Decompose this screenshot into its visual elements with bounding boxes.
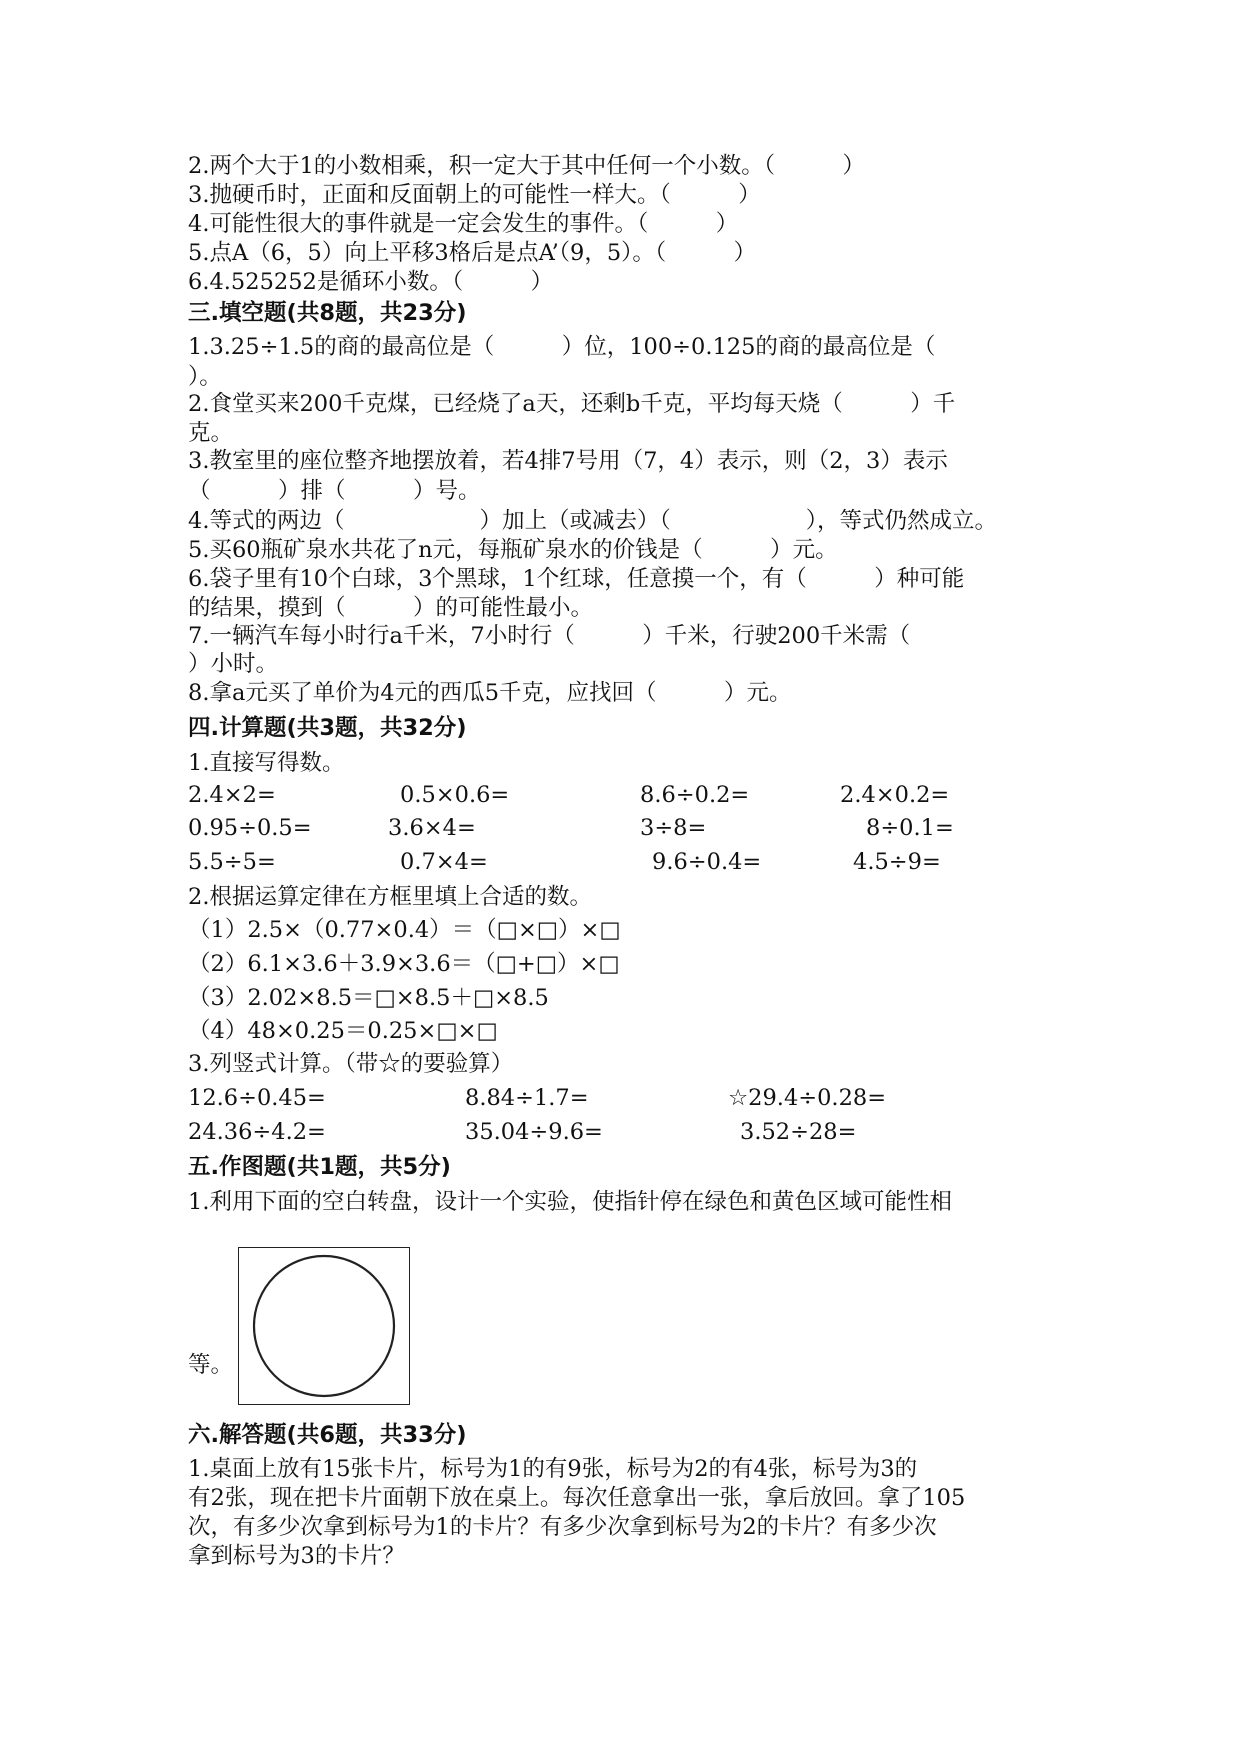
judge-item: 5.点A（6，5）向上平移3格后是点A’（9，5）。（ ）	[188, 240, 757, 266]
spinner-circle	[239, 1248, 409, 1403]
calc-cell: 8.84÷1.7=	[465, 1085, 589, 1111]
answer-q1-line: 次，有多少次拿到标号为1的卡片？有多少次拿到标号为2的卡片？有多少次	[188, 1514, 937, 1540]
calc-q2-item: （3）2.02×8.5＝□×8.5＋□×8.5	[188, 985, 549, 1011]
section-heading-drawing: 五.作图题(共1题，共5分)	[188, 1154, 451, 1180]
calc-cell: 4.5÷9=	[853, 849, 941, 875]
calc-cell: 0.5×0.6=	[400, 782, 510, 808]
fill-blank-line: 7.一辆汽车每小时行a千米，7小时行（ ）千米，行驶200千米需（	[188, 623, 911, 649]
answer-q1-line: 有2张，现在把卡片面朝下放在桌上。每次任意拿出一张，拿后放回。拿了105	[188, 1485, 966, 1511]
calc-cell: 3.6×4=	[388, 815, 476, 841]
section-heading-fill-blank: 三.填空题(共8题，共23分)	[188, 300, 467, 326]
calc-q3-title: 3.列竖式计算。（带☆的要验算）	[188, 1051, 514, 1077]
judge-item: 4.可能性很大的事件就是一定会发生的事件。（ ）	[188, 211, 739, 237]
fill-blank-line: 5.买60瓶矿泉水共花了n元，每瓶矿泉水的价钱是（ ）元。	[188, 537, 838, 563]
drawing-q1-text: 1.利用下面的空白转盘，设计一个实验，使指针停在绿色和黄色区域可能性相	[188, 1189, 952, 1215]
calc-cell: 2.4×2=	[188, 782, 276, 808]
calc-cell: 8÷0.1=	[866, 815, 954, 841]
fill-blank-line: ）小时。	[188, 651, 279, 677]
section-heading-answer: 六.解答题(共6题，共33分)	[188, 1422, 467, 1448]
judge-item: 6.4.525252是循环小数。（ ）	[188, 269, 554, 295]
calc-q2-item: （1）2.5×（0.77×0.4）＝（□×□）×□	[188, 917, 621, 943]
fill-blank-line: （ ）排（ ）号。	[188, 478, 481, 504]
calc-cell: 12.6÷0.45=	[188, 1085, 326, 1111]
calc-cell: 0.7×4=	[400, 849, 488, 875]
fill-blank-line: 1.3.25÷1.5的商的最高位是（ ）位，100÷0.125的商的最高位是（	[188, 334, 936, 360]
drawing-q1-tail: 等。	[188, 1352, 234, 1378]
fill-blank-line: 4.等式的两边（ ）加上（或减去）（ ），等式仍然成立。	[188, 508, 997, 534]
calc-cell: 5.5÷5=	[188, 849, 276, 875]
section-heading-calculation: 四.计算题(共3题，共32分)	[188, 715, 467, 741]
fill-blank-line: 6.袋子里有10个白球，3个黑球，1个红球，任意摸一个，有（ ）种可能	[188, 566, 965, 592]
calc-cell: 3÷8=	[640, 815, 707, 841]
fill-blank-line: 8.拿a元买了单价为4元的西瓜5千克，应找回（ ）元。	[188, 680, 792, 706]
fill-blank-line: 克。	[188, 420, 234, 446]
calc-cell: 8.6÷0.2=	[640, 782, 750, 808]
calc-cell: 24.36÷4.2=	[188, 1119, 326, 1145]
fill-blank-line: 3.教室里的座位整齐地摆放着，若4排7号用（7，4）表示，则（2，3）表示	[188, 448, 948, 474]
calc-cell: 0.95÷0.5=	[188, 815, 312, 841]
calc-cell: 9.6÷0.4=	[652, 849, 762, 875]
fill-blank-line: 2.食堂买来200千克煤，已经烧了a天，还剩b千克，平均每天烧（ ）千	[188, 391, 956, 417]
judge-item: 3.抛硬币时，正面和反面朝上的可能性一样大。（ ）	[188, 182, 761, 208]
fill-blank-line: ）。	[188, 364, 222, 390]
calc-q1-title: 1.直接写得数。	[188, 750, 345, 776]
calc-q2-item: （2）6.1×3.6＋3.9×3.6＝（□+□）×□	[188, 951, 620, 977]
calc-cell: 35.04÷9.6=	[465, 1119, 603, 1145]
calc-q2-item: （4）48×0.25＝0.25×□×□	[188, 1018, 498, 1044]
answer-q1-line: 1.桌面上放有15张卡片，标号为1的有9张，标号为2的有4张，标号为3的	[188, 1456, 918, 1482]
blank-spinner-figure	[238, 1247, 410, 1405]
calc-q2-title: 2.根据运算定律在方框里填上合适的数。	[188, 884, 592, 910]
calc-cell: 2.4×0.2=	[840, 782, 950, 808]
calc-cell: 3.52÷28=	[740, 1119, 857, 1145]
answer-q1-line: 拿到标号为3的卡片？	[188, 1543, 405, 1569]
fill-blank-line: 的结果，摸到（ ）的可能性最小。	[188, 595, 594, 621]
judge-item: 2.两个大于1的小数相乘，积一定大于其中任何一个小数。（ ）	[188, 153, 866, 179]
calc-cell: ☆29.4÷0.28=	[728, 1085, 887, 1111]
